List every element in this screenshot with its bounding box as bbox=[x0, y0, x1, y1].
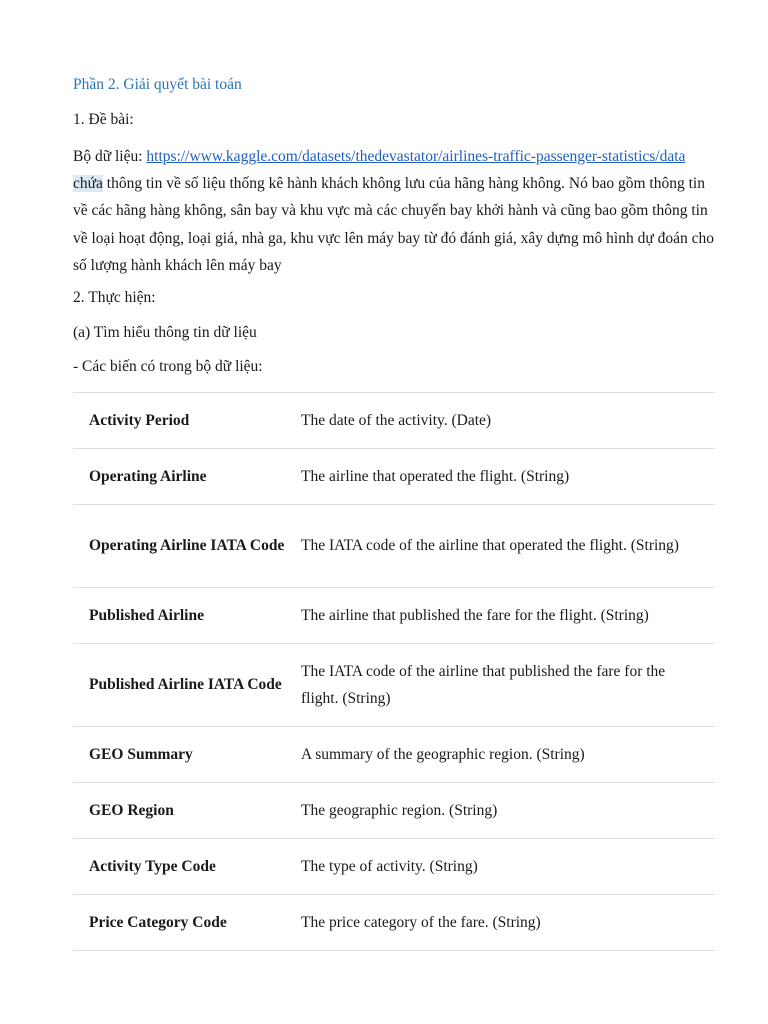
variable-name: GEO Region bbox=[73, 783, 301, 839]
table-row bbox=[73, 644, 715, 727]
table-row bbox=[73, 839, 715, 895]
table-row bbox=[73, 895, 715, 951]
table-row bbox=[73, 783, 715, 839]
problem-label: 1. Đề bài: bbox=[73, 111, 134, 128]
table-row bbox=[73, 449, 715, 505]
variable-name: Price Category Code bbox=[73, 895, 301, 951]
section-heading: Phần 2. Giải quyết bài toán bbox=[73, 76, 242, 93]
variable-description: The airline that operated the flight. (String) bbox=[301, 449, 715, 505]
variable-description: A summary of the geographic region. (String) bbox=[301, 727, 715, 783]
variable-description: The airline that published the fare for the flight. (String) bbox=[301, 588, 715, 644]
highlighted-word: chứa bbox=[73, 175, 103, 193]
variable-name: Operating Airline IATA Code bbox=[73, 505, 301, 588]
variable-name: Operating Airline bbox=[73, 449, 301, 505]
table-row bbox=[73, 727, 715, 783]
subsection-a: (a) Tìm hiểu thông tin dữ liệu bbox=[73, 324, 257, 341]
variable-name: GEO Summary bbox=[73, 727, 301, 783]
table-row bbox=[73, 505, 715, 588]
variable-description: The price category of the fare. (String) bbox=[301, 895, 715, 951]
variables-intro: - Các biến có trong bộ dữ liệu: bbox=[73, 358, 263, 375]
dataset-link[interactable]: https://www.kaggle.com/datasets/thedevastator/airlines-traffic-passenger-statistics/data bbox=[146, 148, 686, 165]
variable-description: The type of activity. (String) bbox=[301, 839, 715, 895]
table-row bbox=[73, 393, 715, 449]
variable-description: The geographic region. (String) bbox=[301, 783, 715, 839]
table-row bbox=[73, 588, 715, 644]
implementation-label: 2. Thực hiện: bbox=[73, 289, 156, 306]
variable-name: Activity Type Code bbox=[73, 839, 301, 895]
variable-description: The IATA code of the airline that published the fare for the flight. (String) bbox=[301, 644, 715, 727]
variable-name: Published Airline IATA Code bbox=[73, 644, 301, 727]
dataset-body: thông tin về số liệu thống kê hành khách không lưu của hãng hàng không. Nó bao gồm thông tin về các hãng hàng không, sân bay và khu vực mà các chuyến bay khởi hành và cũng bao gồm thông tin về loại hoạt động, loại giá, nhà ga, khu vực lên máy bay từ đó đánh giá, xây dựng mô hình dự đoán cho số lượng hành khách lên máy bay bbox=[73, 175, 714, 274]
variable-description: The date of the activity. (Date) bbox=[301, 393, 715, 449]
variable-name: Published Airline bbox=[73, 588, 301, 644]
dataset-prefix: Bộ dữ liệu: bbox=[73, 148, 147, 165]
variable-description: The IATA code of the airline that operated the flight. (String) bbox=[301, 505, 715, 588]
dataset-paragraph bbox=[73, 143, 715, 279]
variable-name: Activity Period bbox=[73, 393, 301, 449]
variables-table bbox=[73, 392, 715, 951]
